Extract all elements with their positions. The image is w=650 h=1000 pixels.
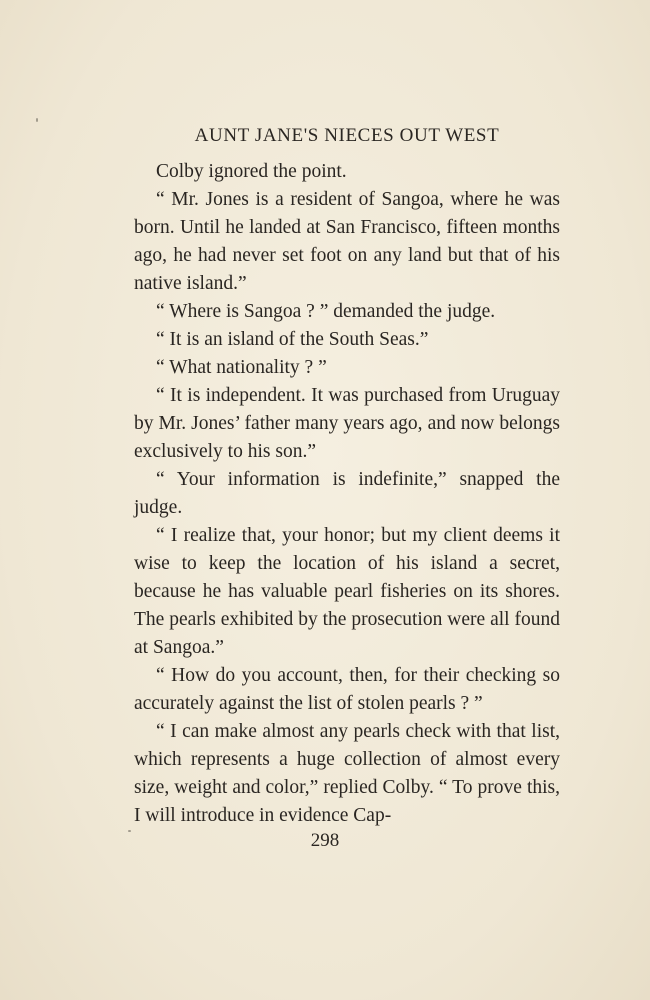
paragraph: “ Mr. Jones is a resident of Sangoa, where he was born. Until he landed at San Francisco, fifteen months ago, he had never set foot on any land but that of his native island.”: [134, 189, 560, 294]
paragraph: “ It is an island of the South Seas.”: [156, 329, 429, 350]
paragraph: “ Where is Sangoa ? ” demanded the judge.: [156, 301, 496, 322]
paragraph: “ What nationality ? ”: [156, 357, 327, 378]
paragraph: Colby ignored the point.: [156, 161, 347, 182]
ink-speck: [36, 118, 38, 122]
paragraph: “ How do you account, then, for their checking so accurately against the list of stolen pearls ? ”: [134, 665, 560, 714]
page-number: 298: [310, 830, 340, 851]
paragraph: “ I realize that, your honor; but my client deems it wise to keep the location of his island a secret, because he has valuable pearl fisheries on its shores. The pearls exhibited by the prosecution were all found at Sangoa.”: [134, 525, 560, 658]
paragraph: “ Your information is indefinite,” snapped the judge.: [134, 469, 560, 518]
running-head: AUNT JANE'S NIECES OUT WEST: [194, 125, 500, 146]
paragraph: “ It is independent. It was purchased from Uruguay by Mr. Jones’ father many years ago, and now belongs exclusively to his son.”: [134, 385, 560, 462]
page-text: [134, 118, 560, 830]
paragraph: “ I can make almost any pearls check with that list, which represents a huge collection of almost every size, weight and color,” replied Colby. “ To prove this, I will introduce in evidence Cap-: [134, 721, 560, 826]
